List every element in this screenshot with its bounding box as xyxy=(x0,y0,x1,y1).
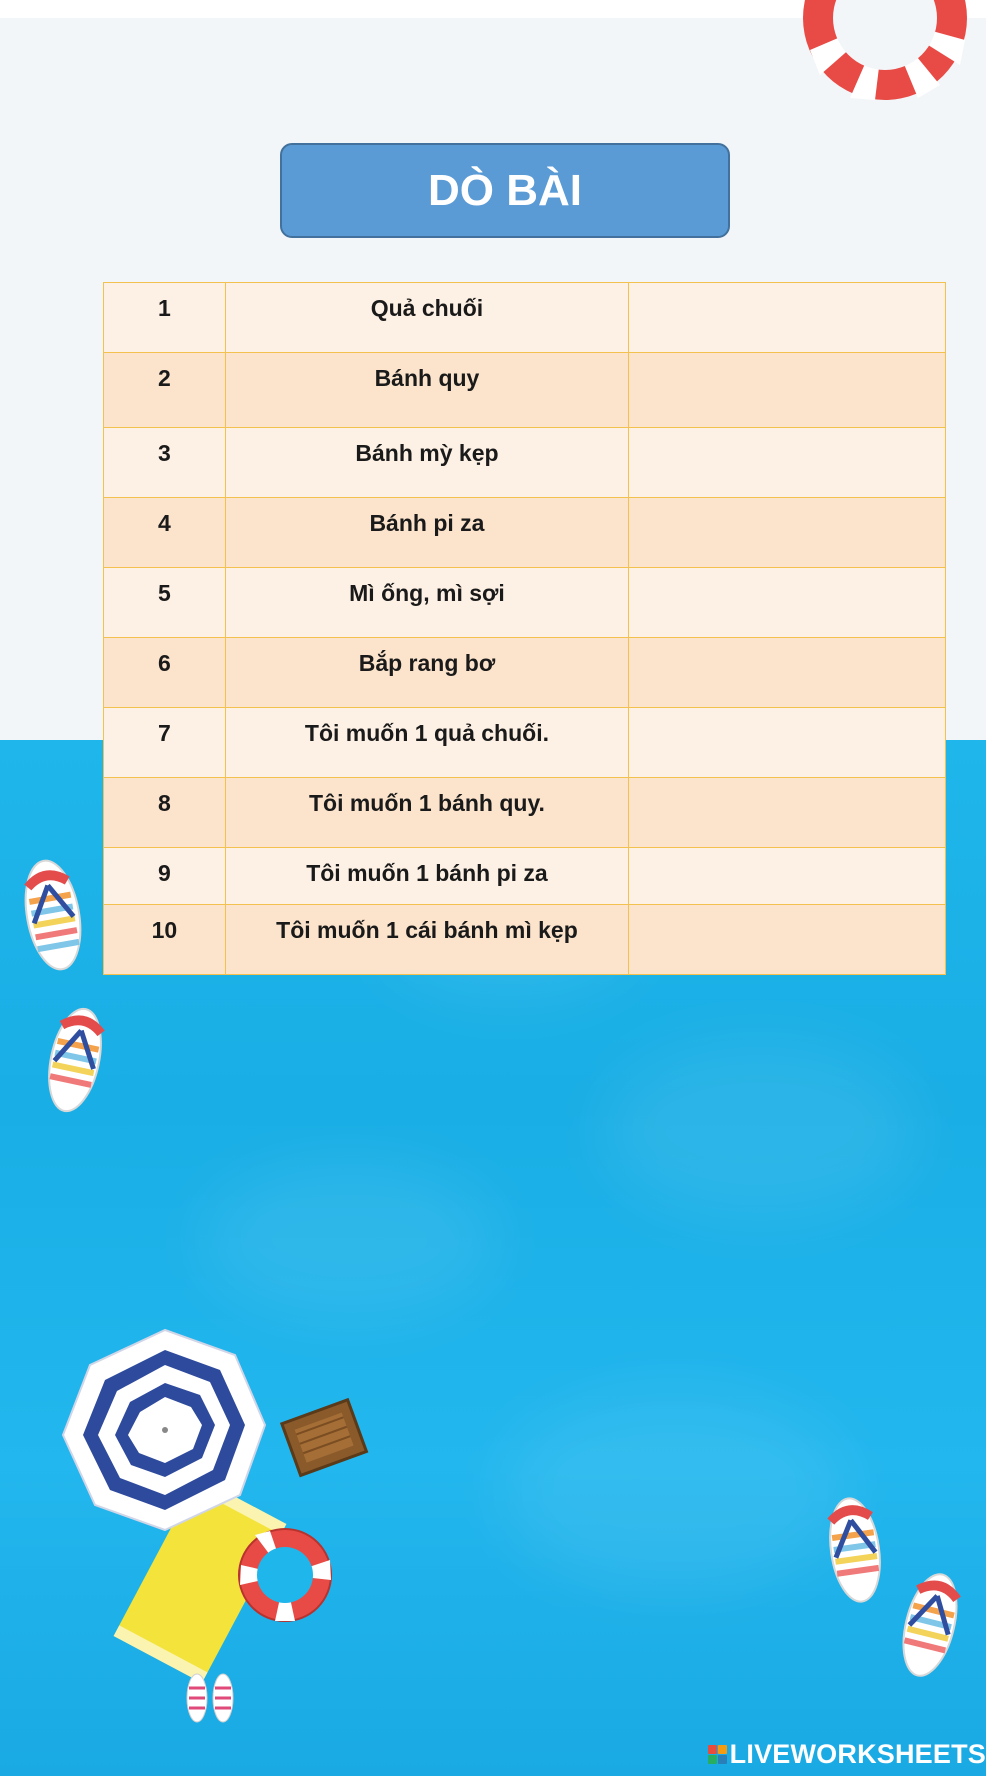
flip-flop-icon xyxy=(895,1565,965,1685)
table-row xyxy=(104,905,946,975)
answer-input[interactable] xyxy=(630,440,948,476)
row-phrase: Tôi muốn 1 quả chuối. xyxy=(225,708,628,778)
liveworksheets-logo-icon xyxy=(708,1745,727,1764)
vocabulary-table xyxy=(103,282,946,975)
table-row xyxy=(104,848,946,905)
flip-flop-icon xyxy=(820,1490,890,1610)
table-row xyxy=(104,568,946,638)
row-number: 7 xyxy=(104,708,226,778)
answer-input[interactable] xyxy=(630,720,948,756)
answer-input[interactable] xyxy=(630,580,948,616)
row-phrase: Bánh quy xyxy=(225,353,628,428)
row-number: 1 xyxy=(104,283,226,353)
answer-input[interactable] xyxy=(630,790,948,826)
table-row xyxy=(104,638,946,708)
row-number: 4 xyxy=(104,498,226,568)
answer-cell[interactable] xyxy=(629,848,946,905)
liveworksheets-watermark[interactable] xyxy=(708,1739,986,1770)
umbrella-icon xyxy=(55,1325,275,1545)
answer-input[interactable] xyxy=(630,860,948,896)
answer-cell[interactable] xyxy=(629,283,946,353)
answer-input[interactable] xyxy=(630,510,948,546)
answer-input[interactable] xyxy=(630,365,948,401)
table-row xyxy=(104,428,946,498)
answer-cell[interactable] xyxy=(629,498,946,568)
row-phrase: Mì ống, mì sợi xyxy=(225,568,628,638)
row-number: 9 xyxy=(104,848,226,905)
row-phrase: Tôi muốn 1 bánh pi za xyxy=(225,848,628,905)
watermark-text: LIVEWORKSHEETS xyxy=(729,1739,986,1769)
row-number: 2 xyxy=(104,353,226,428)
table-row xyxy=(104,353,946,428)
answer-input[interactable] xyxy=(630,917,948,953)
life-ring-small-icon xyxy=(235,1525,335,1625)
basket-icon xyxy=(275,1395,375,1485)
row-phrase: Bắp rang bơ xyxy=(225,638,628,708)
answer-cell[interactable] xyxy=(629,568,946,638)
row-number: 3 xyxy=(104,428,226,498)
row-number: 6 xyxy=(104,638,226,708)
flip-flop-icon xyxy=(40,1000,110,1120)
row-phrase: Bánh mỳ kẹp xyxy=(225,428,628,498)
answer-cell[interactable] xyxy=(629,708,946,778)
sandals-icon xyxy=(175,1668,245,1728)
row-number: 8 xyxy=(104,778,226,848)
row-phrase: Tôi muốn 1 bánh quy. xyxy=(225,778,628,848)
answer-cell[interactable] xyxy=(629,428,946,498)
answer-cell[interactable] xyxy=(629,778,946,848)
row-phrase: Tôi muốn 1 cái bánh mì kẹp xyxy=(225,905,628,975)
row-number: 5 xyxy=(104,568,226,638)
table-row xyxy=(104,283,946,353)
row-phrase: Quả chuối xyxy=(225,283,628,353)
page-title: DÒ BÀI xyxy=(280,143,730,238)
answer-input[interactable] xyxy=(630,650,948,686)
answer-cell[interactable] xyxy=(629,353,946,428)
life-ring-icon xyxy=(790,0,970,115)
table-row xyxy=(104,778,946,848)
answer-cell[interactable] xyxy=(629,638,946,708)
flip-flop-icon xyxy=(18,855,88,975)
row-number: 10 xyxy=(104,905,226,975)
table-row xyxy=(104,708,946,778)
table-row xyxy=(104,498,946,568)
answer-input[interactable] xyxy=(630,295,948,331)
answer-cell[interactable] xyxy=(629,905,946,975)
row-phrase: Bánh pi za xyxy=(225,498,628,568)
